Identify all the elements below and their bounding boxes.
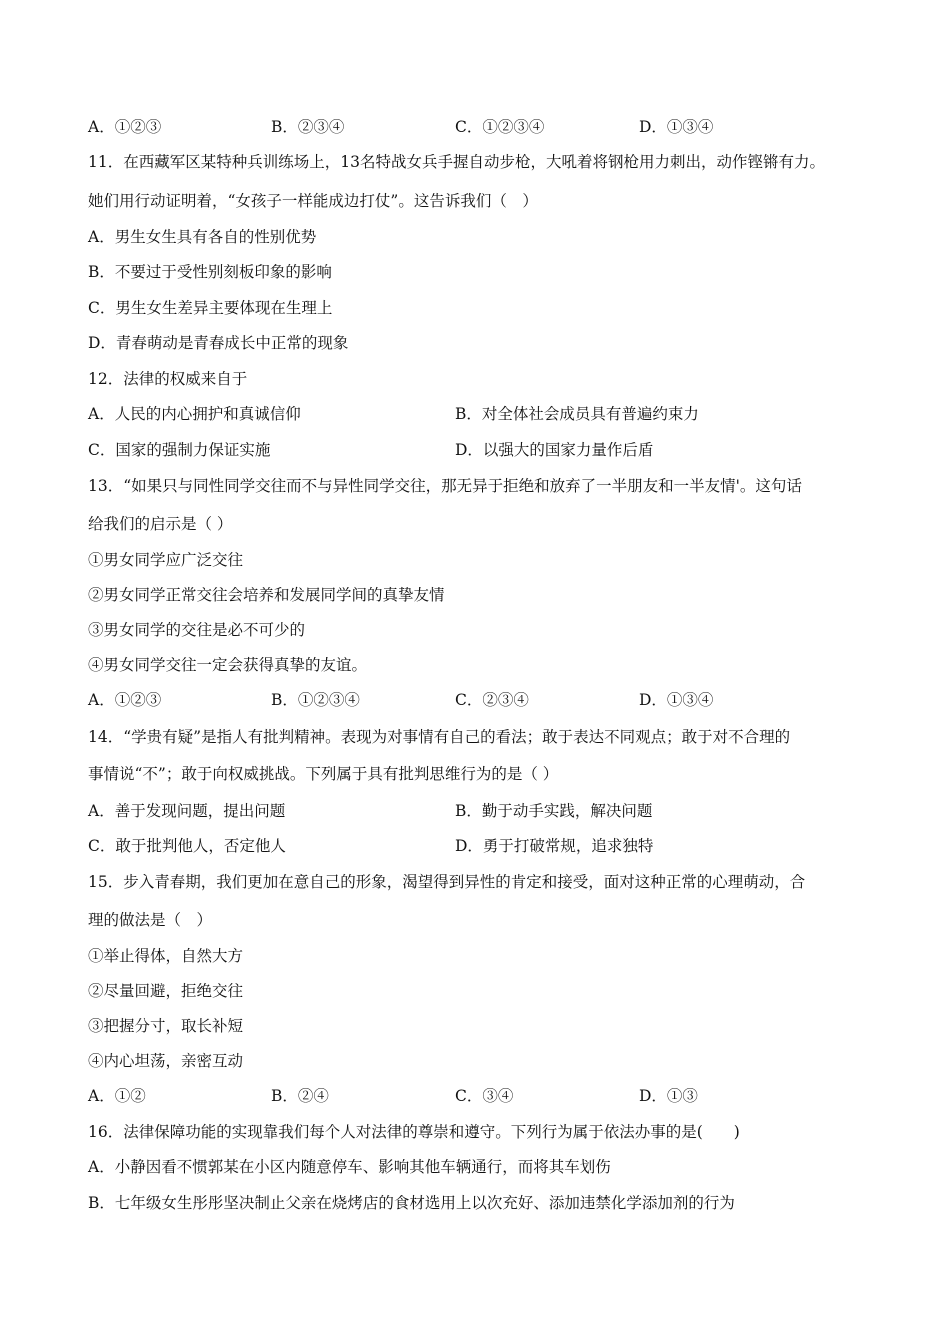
q11-option-d: D．青春萌动是青春成长中正常的现象 <box>88 334 349 352</box>
q16-option-b: B．七年级女生彤彤坚决制止父亲在烧烤店的食材选用上以次充好、添加违禁化学添加剂的行为 <box>88 1194 735 1212</box>
q12-option-d: D．以强大的国家力量作后盾 <box>455 441 654 459</box>
q11-option-a: A．男生女生具有各自的性别优势 <box>88 228 317 246</box>
q10-option-a: A．①②③ <box>88 118 162 136</box>
q10-option-c: C．①②③④ <box>455 118 545 136</box>
q15-item-2: ②尽量回避，拒绝交往 <box>88 982 244 1000</box>
q11-stem-line1: 11．在西藏军区某特种兵训练场上，13名特战女兵手握自动步枪，大吼着将钢枪用力刺出，动作铿锵有力。 <box>88 153 825 171</box>
q13-option-a: A．①②③ <box>88 691 162 709</box>
q15-item-3: ③把握分寸，取长补短 <box>88 1017 244 1035</box>
q13-stem-line2: 给我们的启示是（ ） <box>88 515 233 533</box>
q14-option-b: B．勤于动手实践，解决问题 <box>455 802 653 820</box>
q14-stem-line2: 事情说“不”；敢于向权威挑战。下列属于具有批判思维行为的是（ ） <box>88 765 559 783</box>
q13-option-b: B．①②③④ <box>271 691 360 709</box>
q12-option-c: C．国家的强制力保证实施 <box>88 441 271 459</box>
q13-option-c: C．②③④ <box>455 691 529 709</box>
q13-item-4: ④男女同学交往一定会获得真挚的友谊。 <box>88 656 368 674</box>
q14-option-c: C．敢于批判他人，否定他人 <box>88 837 286 855</box>
q12-option-a: A．人民的内心拥护和真诚信仰 <box>88 405 301 423</box>
q14-stem-line1: 14．“学贵有疑”是指人有批判精神。表现为对事情有自己的看法；敢于表达不同观点；敢于对不合理的 <box>88 728 791 746</box>
q15-item-4: ④内心坦荡，亲密互动 <box>88 1052 244 1070</box>
q15-stem-line1: 15．步入青春期，我们更加在意自己的形象，渴望得到异性的肯定和接受，面对这种正常的心理萌动，合 <box>88 873 806 891</box>
q11-stem-line2: 她们用行动证明着，“女孩子一样能成边打仗”。这告诉我们（ ） <box>88 192 538 210</box>
q10-option-b: B．②③④ <box>271 118 345 136</box>
q12-stem: 12．法律的权威来自于 <box>88 370 248 388</box>
q11-option-b: B．不要过于受性别刻板印象的影响 <box>88 263 332 281</box>
q13-item-2: ②男女同学正常交往会培养和发展同学间的真挚友情 <box>88 586 445 604</box>
q13-item-1: ①男女同学应广泛交往 <box>88 551 244 569</box>
q14-option-d: D．勇于打破常规，追求独特 <box>455 837 654 855</box>
q15-option-b: B．②④ <box>271 1087 329 1105</box>
q16-option-a: A．小静因看不惯郭某在小区内随意停车、影响其他车辆通行，而将其车划伤 <box>88 1158 611 1176</box>
q13-stem-line1: 13．“如果只与同性同学交往而不与异性同学交往，那无异于拒绝和放弃了一半朋友和一半友情'。这句话 <box>88 477 802 495</box>
q13-item-3: ③男女同学的交往是必不可少的 <box>88 621 306 639</box>
q13-option-d: D．①③④ <box>639 691 714 709</box>
q12-option-b: B．对全体社会成员具有普遍约束力 <box>455 405 699 423</box>
q14-option-a: A．善于发现问题，提出问题 <box>88 802 286 820</box>
q11-option-c: C．男生女生差异主要体现在生理上 <box>88 299 333 317</box>
q15-item-1: ①举止得体，自然大方 <box>88 947 244 965</box>
q16-stem: 16．法律保障功能的实现靠我们每个人对法律的尊崇和遵守。下列行为属于依法办事的是( ) <box>88 1123 740 1141</box>
q15-option-d: D．①③ <box>639 1087 698 1105</box>
q15-option-a: A．①② <box>88 1087 146 1105</box>
q10-option-d: D．①③④ <box>639 118 714 136</box>
q15-stem-line2: 理的做法是（ ） <box>88 911 213 929</box>
q15-option-c: C．③④ <box>455 1087 514 1105</box>
